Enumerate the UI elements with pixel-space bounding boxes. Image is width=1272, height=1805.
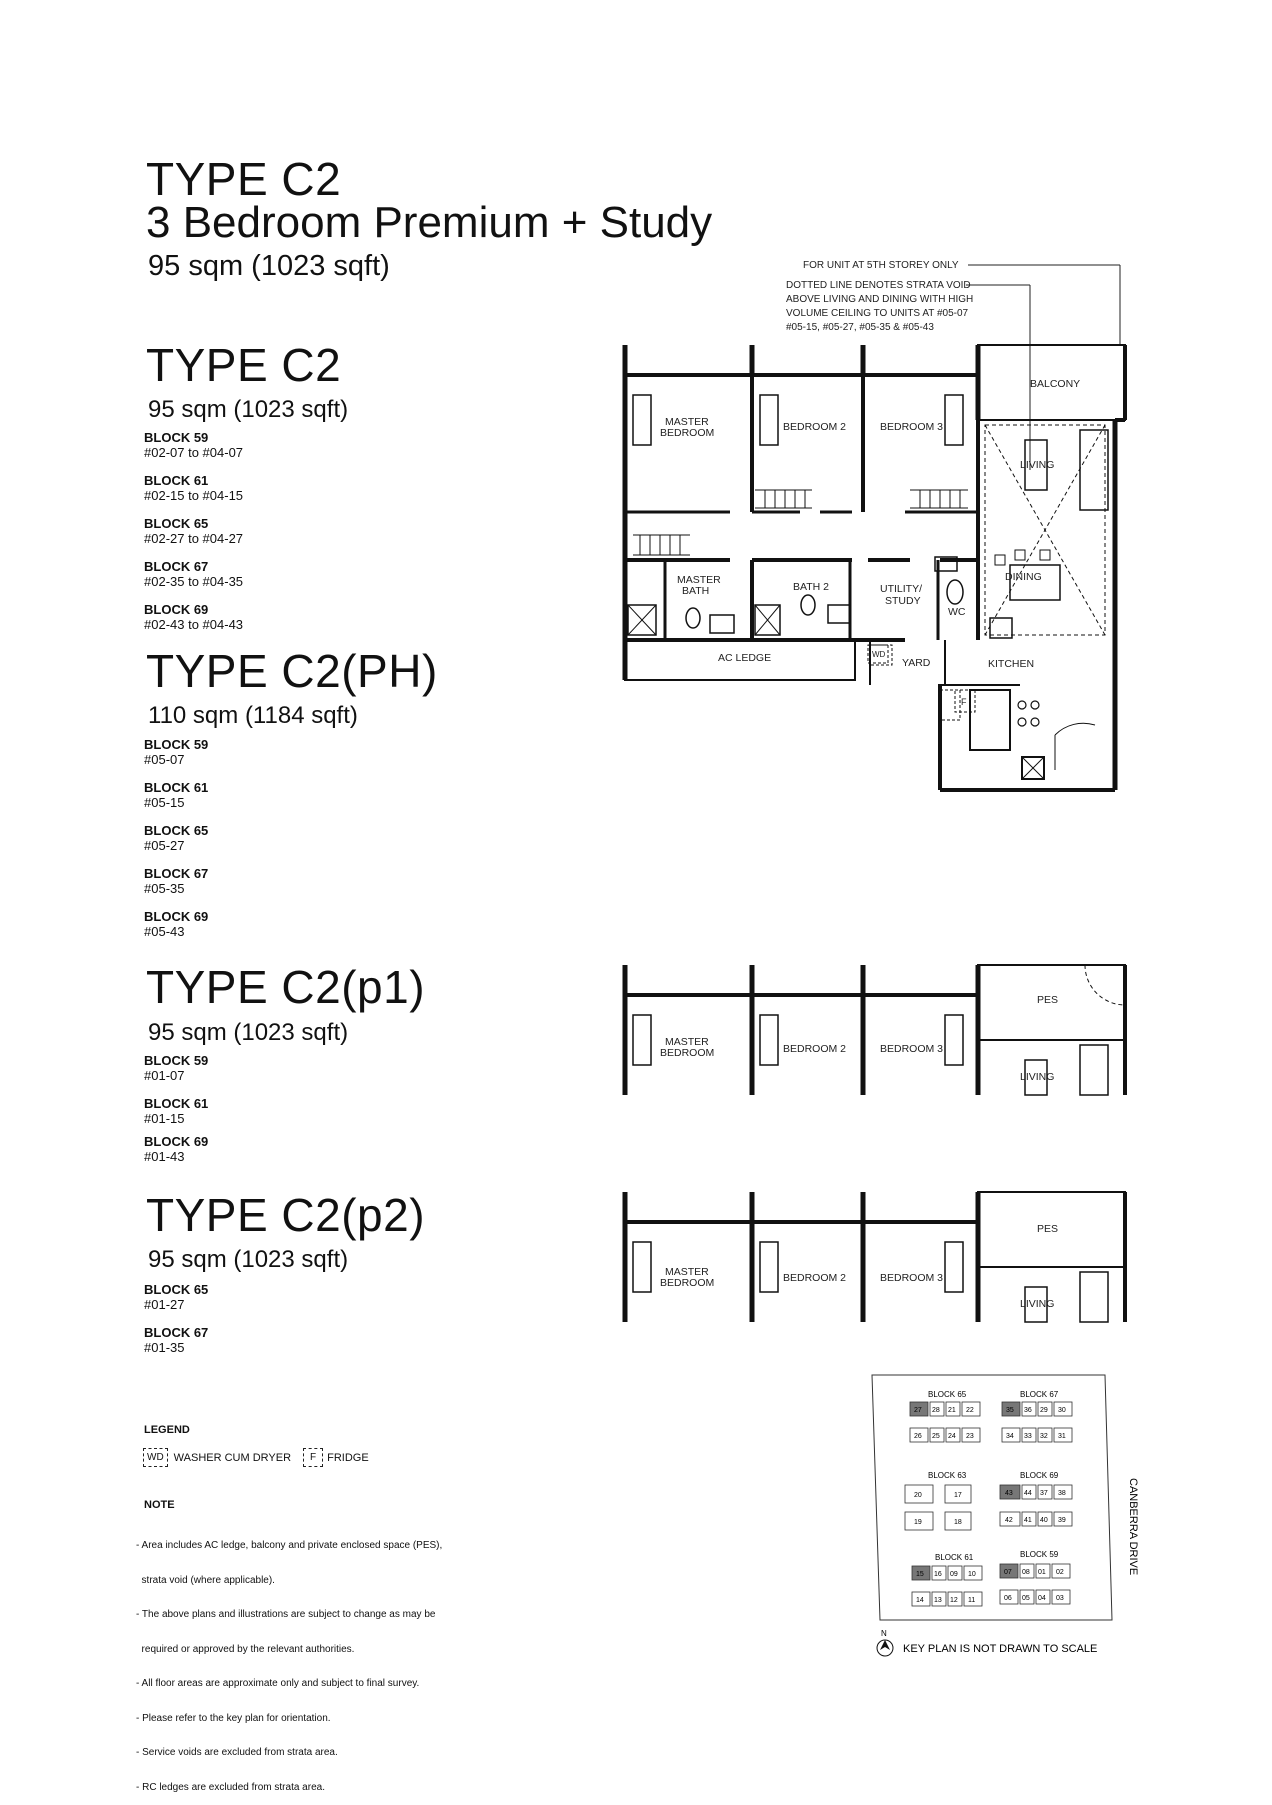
- svg-text:43: 43: [1005, 1490, 1013, 1497]
- note-line: - RC ledges are excluded from strata area.: [136, 1781, 325, 1793]
- legend-fridge-symbol: F: [303, 1448, 323, 1467]
- label-bedroom-2: BEDROOM 2: [783, 1043, 847, 1055]
- svg-text:38: 38: [1058, 1490, 1066, 1497]
- note-line: - Please refer to the key plan for orientation.: [136, 1712, 331, 1724]
- block-entry: BLOCK 67 #02-35 to #04-35: [144, 559, 244, 589]
- plan-annotations: [786, 260, 1120, 470]
- block-entry: BLOCK 61 #01-15: [144, 1096, 209, 1126]
- keyplan-block-label: BLOCK 67: [1020, 1390, 1059, 1399]
- svg-text:19: 19: [914, 1519, 922, 1526]
- svg-text:23: 23: [966, 1433, 974, 1440]
- legend-fridge-label: FRIDGE: [327, 1451, 369, 1464]
- label-master-bedroom: MASTER: [665, 1036, 709, 1048]
- label-master-bedroom: BEDROOM: [660, 427, 715, 439]
- north-arrow-icon: [877, 1629, 893, 1656]
- section-area-c2p2: 95 sqm (1023 sqft): [148, 1246, 349, 1273]
- block-entry: BLOCK 61 #05-15: [144, 780, 209, 810]
- label-utility: UTILITY/: [880, 583, 923, 595]
- label-master-bedroom: BEDROOM: [660, 1277, 715, 1289]
- block-entry: BLOCK 59 #05-07: [144, 737, 209, 767]
- annotation-line: FOR UNIT AT 5TH STOREY ONLY: [803, 260, 959, 271]
- keyplan-block-label: BLOCK 69: [1020, 1471, 1059, 1480]
- block-entry: BLOCK 67 #05-35: [144, 866, 209, 896]
- key-plan: [872, 1375, 1139, 1656]
- label-bedroom-2: BEDROOM 2: [783, 1272, 847, 1284]
- label-dining: DINING: [1005, 571, 1042, 583]
- annotation-line: #05-15, #05-27, #05-35 & #05-43: [786, 322, 934, 333]
- svg-text:20: 20: [914, 1492, 922, 1499]
- svg-text:05: 05: [1022, 1595, 1030, 1602]
- label-living: LIVING: [1020, 1071, 1055, 1083]
- svg-text:24: 24: [948, 1433, 956, 1440]
- keyplan-caption: KEY PLAN IS NOT DRAWN TO SCALE: [903, 1643, 1098, 1655]
- label-wd: WD: [872, 650, 886, 659]
- label-bath-2: BATH 2: [793, 581, 829, 593]
- note-line: strata void (where applicable).: [136, 1574, 275, 1586]
- main-floor-plan: [625, 345, 1125, 790]
- svg-text:02: 02: [1056, 1569, 1064, 1576]
- svg-text:29: 29: [1040, 1407, 1048, 1414]
- note-line: required or approved by the relevant authorities.: [136, 1643, 355, 1655]
- svg-text:34: 34: [1006, 1433, 1014, 1440]
- label-fridge: F: [961, 697, 967, 707]
- label-bedroom-3: BEDROOM 3: [880, 1272, 944, 1284]
- svg-text:36: 36: [1024, 1407, 1032, 1414]
- svg-text:39: 39: [1058, 1517, 1066, 1524]
- label-master-bedroom: MASTER: [665, 416, 709, 428]
- p1-labels: [660, 994, 1058, 1083]
- svg-text:10: 10: [968, 1571, 976, 1578]
- section-title-c2: TYPE C2: [146, 339, 342, 391]
- svg-text:11: 11: [968, 1597, 976, 1604]
- note-line: - All floor areas are approximate only and subject to final survey.: [136, 1678, 420, 1689]
- svg-text:13: 13: [934, 1597, 942, 1604]
- svg-text:42: 42: [1005, 1517, 1013, 1524]
- svg-text:04: 04: [1038, 1595, 1046, 1602]
- block-entry: BLOCK 59 #01-07: [144, 1053, 209, 1083]
- block-entry: BLOCK 65 #01-27: [144, 1282, 209, 1312]
- svg-text:35: 35: [1006, 1407, 1014, 1414]
- page-title: TYPE C2: [146, 153, 342, 205]
- legend-wd-label: WASHER CUM DRYER: [173, 1451, 292, 1464]
- svg-text:22: 22: [966, 1407, 974, 1414]
- svg-text:15: 15: [916, 1571, 924, 1578]
- note-line: - The above plans and illustrations are subject to change as may be: [136, 1609, 436, 1620]
- svg-text:37: 37: [1040, 1490, 1048, 1497]
- svg-text:41: 41: [1024, 1517, 1032, 1524]
- section-area-c2p1: 95 sqm (1023 sqft): [148, 1019, 349, 1046]
- section-title-c2p1: TYPE C2(p1): [146, 961, 426, 1013]
- svg-text:40: 40: [1040, 1517, 1048, 1524]
- label-wc: WC: [948, 606, 966, 618]
- svg-text:18: 18: [954, 1519, 962, 1526]
- label-pes: PES: [1037, 1223, 1059, 1235]
- legend-wd-symbol: WD: [143, 1448, 168, 1467]
- label-yard: YARD: [902, 657, 931, 669]
- label-master-bath: BATH: [682, 585, 710, 597]
- svg-text:28: 28: [932, 1407, 940, 1414]
- label-master-bath: MASTER: [677, 574, 721, 586]
- svg-text:07: 07: [1004, 1569, 1012, 1576]
- svg-text:21: 21: [948, 1407, 956, 1414]
- keyplan-units-63: [914, 1492, 962, 1526]
- svg-text:32: 32: [1040, 1433, 1048, 1440]
- label-bedroom-3: BEDROOM 3: [880, 421, 944, 433]
- keyplan-block-label: BLOCK 63: [928, 1471, 967, 1480]
- svg-text:14: 14: [916, 1597, 924, 1604]
- label-living: LIVING: [1020, 1298, 1055, 1310]
- keyplan-block-label: BLOCK 61: [935, 1553, 974, 1562]
- block-entry: BLOCK 69 #02-43 to #04-43: [144, 602, 244, 632]
- svg-text:08: 08: [1022, 1569, 1030, 1576]
- svg-text:27: 27: [914, 1407, 922, 1414]
- block-entry: BLOCK 65 #05-27: [144, 823, 209, 853]
- page-subtitle: 3 Bedroom Premium + Study: [146, 198, 713, 247]
- svg-text:03: 03: [1056, 1595, 1064, 1602]
- block-entry: BLOCK 67 #01-35: [144, 1325, 209, 1355]
- label-bedroom-2: BEDROOM 2: [783, 421, 847, 433]
- svg-text:25: 25: [932, 1433, 940, 1440]
- annotation-line: DOTTED LINE DENOTES STRATA VOID: [786, 280, 971, 291]
- svg-text:17: 17: [954, 1492, 962, 1499]
- svg-text:30: 30: [1058, 1407, 1066, 1414]
- annotation-line: VOLUME CEILING TO UNITS AT #05-07: [786, 308, 969, 319]
- section-area-c2ph: 110 sqm (1184 sqft): [148, 702, 358, 729]
- block-entry: BLOCK 65 #02-27 to #04-27: [144, 516, 244, 546]
- block-entry: BLOCK 61 #02-15 to #04-15: [144, 473, 244, 503]
- section-area-c2: 95 sqm (1023 sqft): [148, 396, 349, 423]
- note-line: - Service voids are excluded from strata area.: [136, 1747, 338, 1758]
- label-master-bedroom: BEDROOM: [660, 1047, 715, 1059]
- label-pes: PES: [1037, 994, 1059, 1006]
- block-entry: BLOCK 69 #05-43: [144, 909, 209, 939]
- north-label: N: [881, 1629, 887, 1638]
- label-ac-ledge: AC LEDGE: [718, 652, 772, 664]
- svg-text:44: 44: [1024, 1490, 1032, 1497]
- label-master-bedroom: MASTER: [665, 1266, 709, 1278]
- svg-text:26: 26: [914, 1433, 922, 1440]
- svg-text:06: 06: [1004, 1595, 1012, 1602]
- svg-text:33: 33: [1024, 1433, 1032, 1440]
- svg-text:31: 31: [1058, 1433, 1066, 1440]
- label-utility: STUDY: [885, 595, 921, 607]
- note-line: - Area includes AC ledge, balcony and private enclosed space (PES),: [136, 1540, 443, 1551]
- label-bedroom-3: BEDROOM 3: [880, 1043, 944, 1055]
- note-title: NOTE: [144, 1499, 175, 1511]
- block-entry: BLOCK 59 #02-07 to #04-07: [144, 430, 244, 460]
- label-living: LIVING: [1020, 459, 1055, 471]
- svg-text:09: 09: [950, 1571, 958, 1578]
- keyplan-block-label: BLOCK 59: [1020, 1550, 1059, 1559]
- svg-text:12: 12: [950, 1597, 958, 1604]
- svg-text:16: 16: [934, 1571, 942, 1578]
- section-title-c2ph: TYPE C2(PH): [146, 645, 438, 697]
- svg-text:01: 01: [1038, 1569, 1046, 1576]
- page-area: 95 sqm (1023 sqft): [148, 250, 390, 282]
- label-kitchen: KITCHEN: [988, 658, 1035, 670]
- annotation-line: ABOVE LIVING AND DINING WITH HIGH: [786, 294, 974, 305]
- block-entry: BLOCK 69 #01-43: [144, 1134, 209, 1164]
- label-balcony: BALCONY: [1030, 378, 1081, 390]
- legend-title: LEGEND: [144, 1424, 190, 1436]
- section-title-c2p2: TYPE C2(p2): [146, 1189, 426, 1241]
- road-label: CANBERRA DRIVE: [1127, 1478, 1139, 1576]
- keyplan-block-label: BLOCK 65: [928, 1390, 967, 1399]
